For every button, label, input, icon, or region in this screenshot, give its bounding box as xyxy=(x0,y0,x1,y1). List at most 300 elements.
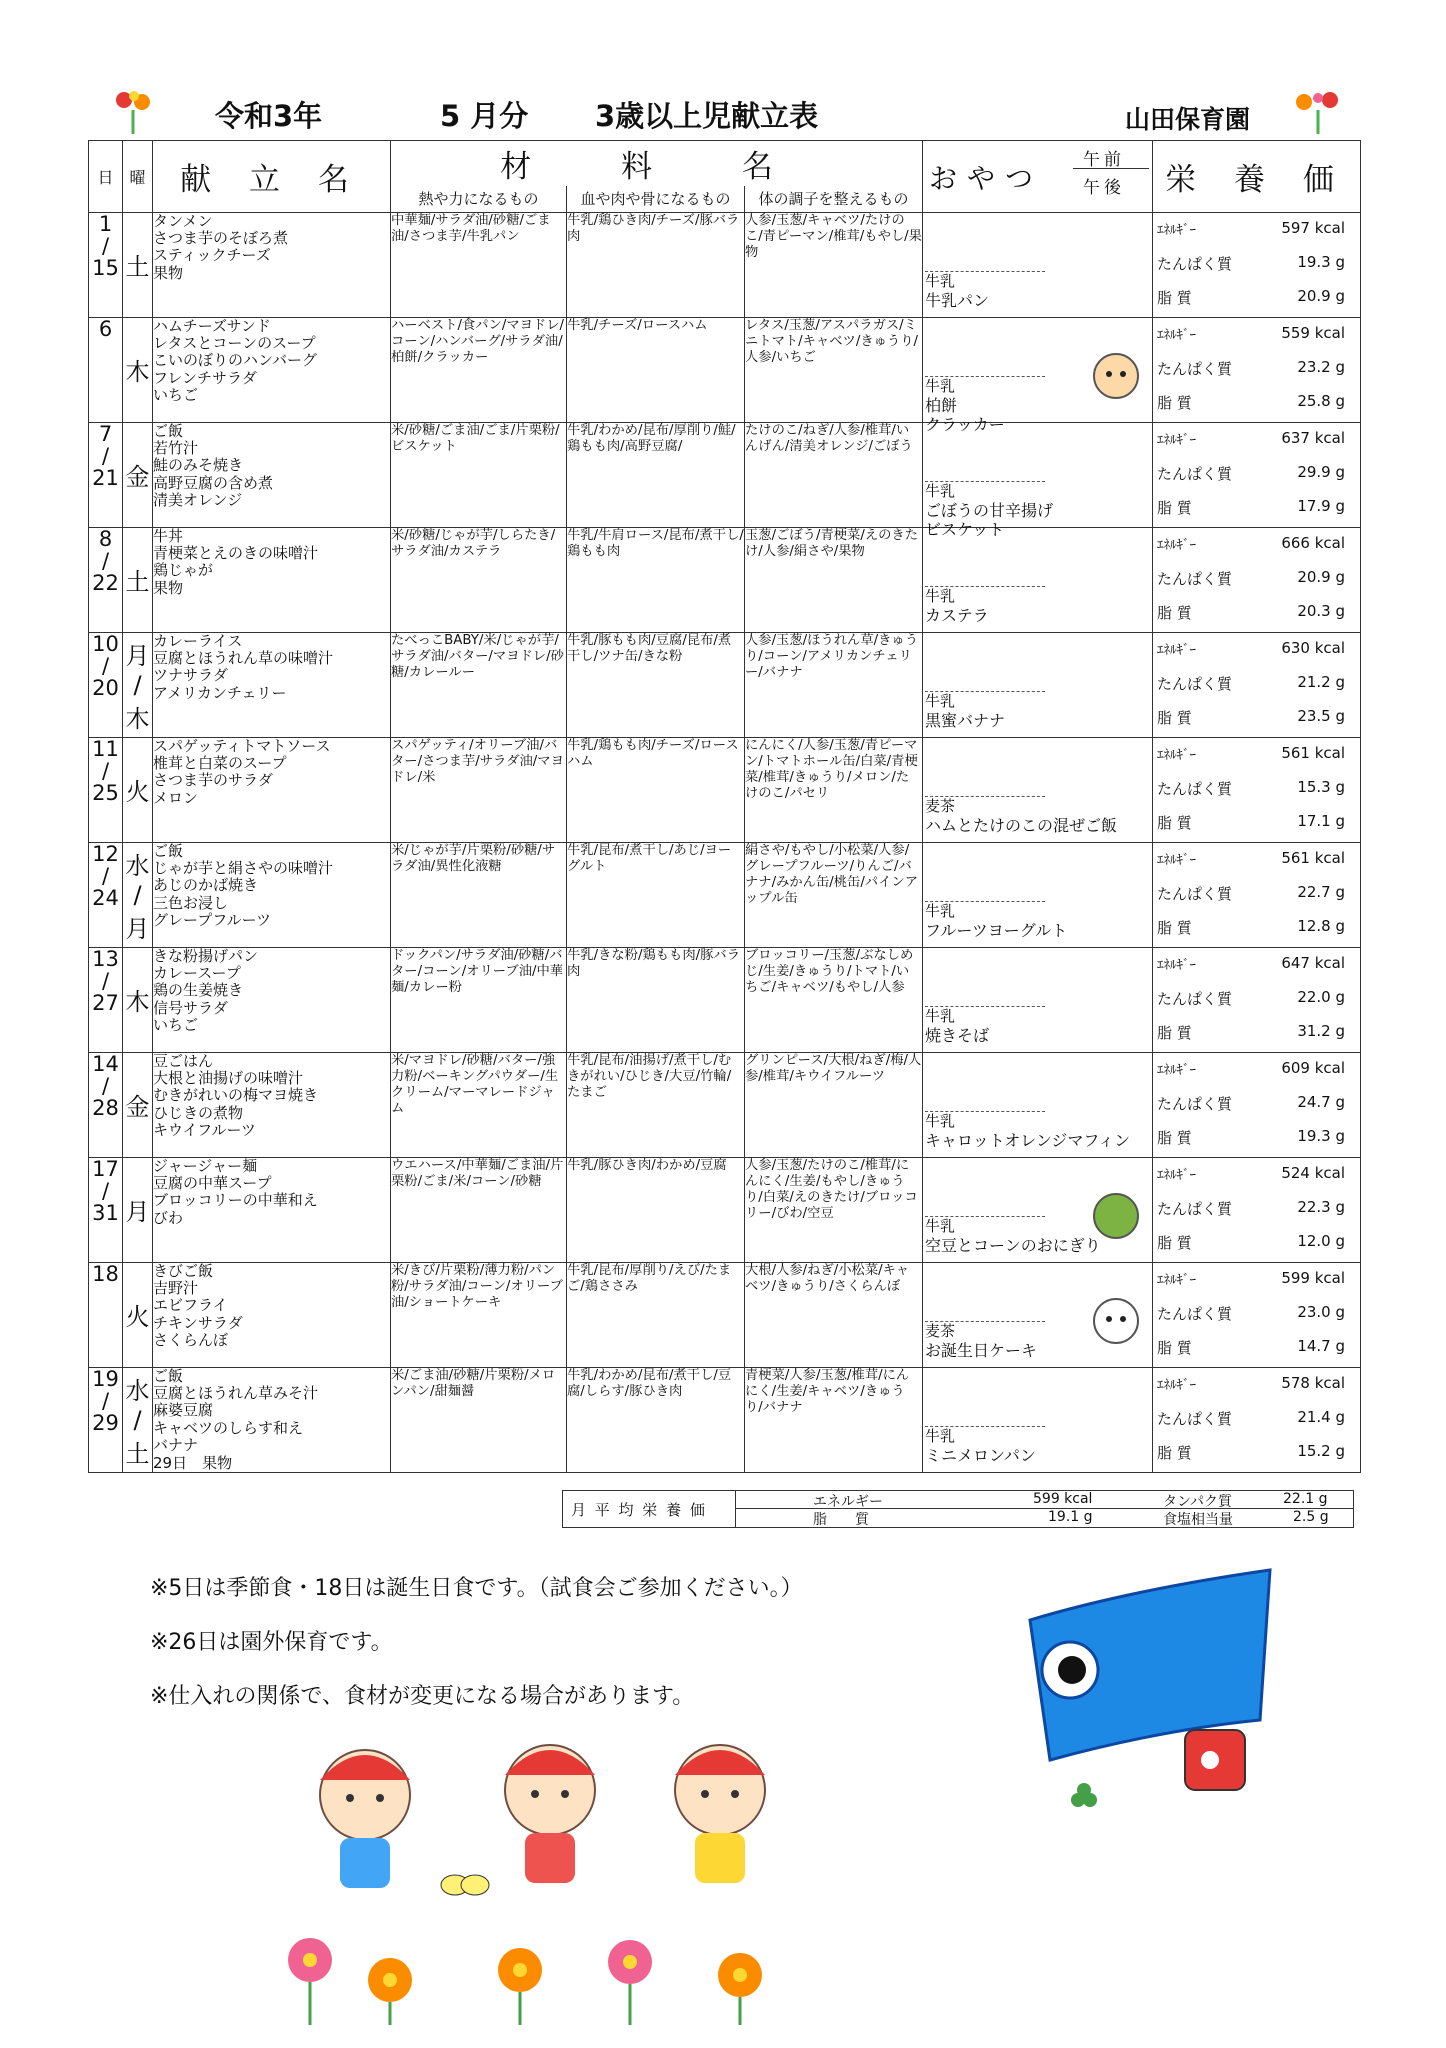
weekday: 木 xyxy=(123,317,153,422)
fat-label: 脂 質 xyxy=(1157,1443,1192,1462)
snack-item: カステラ xyxy=(925,605,989,625)
menu-row xyxy=(89,947,1361,1052)
weekday: 水 / 土 xyxy=(123,1367,153,1472)
snack-item: ごぼうの甘辛揚げ ビスケット xyxy=(925,500,1054,539)
nutrition-cell xyxy=(1153,632,1361,737)
ingredients-condition: 大根/人参/ねぎ/小松菜/キャベツ/きゅうり/さくらんぼ xyxy=(745,1262,923,1367)
snack-drink: 牛乳 xyxy=(925,376,956,395)
snack-item: キャロットオレンジマフィン xyxy=(925,1130,1131,1150)
ingredients-body: 牛乳/わかめ/昆布/厚削り/鮭/鶏もも肉/高野豆腐/ xyxy=(567,422,745,527)
energy-value: 524 kcal xyxy=(1281,1163,1346,1182)
ingredients-body: 牛乳/きな粉/鶏もも肉/豚バラ肉 xyxy=(567,947,745,1052)
energy-label: ｴﾈﾙｷﾞｰ xyxy=(1157,1062,1197,1078)
nutrition-cell xyxy=(1153,1157,1361,1262)
snack-item: ミニメロンパン xyxy=(925,1445,1036,1465)
snack-drink: 牛乳 xyxy=(925,1111,956,1130)
menu-table xyxy=(88,140,1361,1473)
protein-label: たんぱく質 xyxy=(1157,1094,1233,1113)
dish-name: バナナ xyxy=(153,1436,199,1455)
fat-value: 20.3 g xyxy=(1297,601,1346,620)
protein-value: 29.9 g xyxy=(1297,462,1346,481)
energy-label: ｴﾈﾙｷﾞｰ xyxy=(1157,642,1197,658)
day-number: 19 / 29 xyxy=(89,1367,123,1472)
ingredients-energy: 中華麺/サラダ油/砂糖/ごま油/さつま芋/牛乳パン xyxy=(391,212,567,317)
protein-value: 19.3 g xyxy=(1297,252,1346,271)
snack-drink: 牛乳 xyxy=(925,901,956,920)
fat-label: 脂 質 xyxy=(1157,708,1192,727)
ingredients-body: 牛乳/鶏もも肉/チーズ/ロースハム xyxy=(567,737,745,842)
snack-cell xyxy=(923,632,1153,737)
snack-drink: 牛乳 xyxy=(925,1006,956,1025)
dish-name: キャベツのしらす和え xyxy=(153,1418,304,1437)
col-ing-condition: 体の調子を整えるもの xyxy=(745,186,923,212)
energy-value: 666 kcal xyxy=(1281,533,1346,552)
protein-label: たんぱく質 xyxy=(1157,674,1233,693)
dish-name: ハムチーズサンド xyxy=(153,316,271,335)
month-label: 5 月分 xyxy=(440,99,529,133)
ingredients-energy: ウエハース/中華麺/ごま油/片栗粉/ごま/米/コーン/砂糖 xyxy=(391,1157,567,1262)
menu-row xyxy=(89,527,1361,632)
dish-name: レタスとコーンのスープ xyxy=(153,333,316,352)
nutrition-cell xyxy=(1153,317,1361,422)
snack-cell xyxy=(923,1052,1153,1157)
dish-name: ツナサラダ xyxy=(153,666,228,685)
protein-label: たんぱく質 xyxy=(1157,1409,1233,1428)
dish-list xyxy=(153,1157,391,1262)
koinobori-carp-illustration xyxy=(1010,1560,1300,1830)
snack-drink: 麦茶 xyxy=(925,796,956,815)
ingredients-energy: ドックパン/サラダ油/砂糖/バター/コーン/オリーブ油/中華麺/カレー粉 xyxy=(391,947,567,1052)
dish-name: 牛丼 xyxy=(153,526,184,545)
dish-name: グレープフルーツ xyxy=(153,911,272,930)
snack-header: おやつ xyxy=(929,162,1044,195)
dish-name: スティックチーズ xyxy=(153,246,271,265)
fat-value: 31.2 g xyxy=(1297,1021,1346,1040)
col-weekday: 曜 xyxy=(123,141,153,213)
fat-value: 12.8 g xyxy=(1297,916,1346,935)
panda-illustration xyxy=(1086,1293,1146,1353)
snack-cell xyxy=(923,737,1153,842)
ingredients-energy: スパゲッティ/オリーブ油/バター/さつま芋/サラダ油/マヨドレ/米 xyxy=(391,737,567,842)
dish-name: キウイフルーツ xyxy=(153,1121,256,1140)
child-figure xyxy=(320,1750,410,1888)
ingredients-energy: 米/砂糖/じゃが芋/しらたき/サラダ油/カステラ xyxy=(391,527,567,632)
fat-value: 25.8 g xyxy=(1297,391,1346,410)
ingredients-energy: たべっこBABY/米/じゃが芋/サラダ油/バター/マヨドレ/砂糖/カレールー xyxy=(391,632,567,737)
dish-name: いちご xyxy=(153,1016,199,1035)
energy-value: 578 kcal xyxy=(1281,1373,1346,1392)
monthly-average xyxy=(562,1490,1354,1528)
day-number: 1 / 15 xyxy=(89,212,123,317)
avg-fat-label: 脂 質 xyxy=(813,1512,869,1528)
col-ing-body: 血や肉や骨になるもの xyxy=(567,186,745,212)
weekday: 水 / 月 xyxy=(123,842,153,947)
fat-label: 脂 質 xyxy=(1157,1023,1192,1042)
energy-label: ｴﾈﾙｷﾞｰ xyxy=(1157,222,1197,238)
dish-list xyxy=(153,632,391,737)
dish-name: カレースープ xyxy=(153,963,241,982)
dish-name: きな粉揚げパン xyxy=(153,946,259,965)
snack-item: 焼きそば xyxy=(925,1025,990,1045)
menu-row xyxy=(89,212,1361,317)
protein-value: 24.7 g xyxy=(1297,1092,1346,1111)
protein-label: たんぱく質 xyxy=(1157,1304,1233,1323)
avg-protein-value: 22.1 g xyxy=(1283,1491,1328,1507)
protein-value: 21.2 g xyxy=(1297,672,1346,691)
dish-name: ご飯 xyxy=(153,841,184,860)
day-number: 17 / 31 xyxy=(89,1157,123,1262)
weekday: 金 xyxy=(123,1052,153,1157)
dish-name: 高野豆腐の含め煮 xyxy=(153,473,274,492)
ingredients-body: 牛乳/わかめ/昆布/煮干し/豆腐/しらす/豚ひき肉 xyxy=(567,1367,745,1472)
protein-label: たんぱく質 xyxy=(1157,884,1233,903)
nutrition-cell xyxy=(1153,1052,1361,1157)
flower-icon xyxy=(1290,88,1346,134)
snack-cell xyxy=(923,527,1153,632)
dish-list xyxy=(153,842,391,947)
dish-name: 三色お浸し xyxy=(153,893,229,912)
protein-value: 22.3 g xyxy=(1297,1197,1346,1216)
snack-item: 柏餅 クラッカー xyxy=(925,395,1005,434)
protein-value: 21.4 g xyxy=(1297,1407,1346,1426)
page-title: 3歳以上児献立表 xyxy=(595,99,819,133)
dish-name: スパゲッティトマトソース xyxy=(153,736,331,755)
energy-value: 599 kcal xyxy=(1281,1268,1346,1287)
nutrition-cell xyxy=(1153,1367,1361,1472)
protein-value: 23.2 g xyxy=(1297,357,1346,376)
protein-label: たんぱく質 xyxy=(1157,464,1233,483)
dish-name: ひじきの煮物 xyxy=(153,1103,244,1122)
energy-value: 561 kcal xyxy=(1281,848,1346,867)
dish-name: いちご xyxy=(153,386,199,405)
dish-name: カレーライス xyxy=(153,631,243,650)
flower-icon xyxy=(110,88,156,134)
avg-fat-value: 19.1 g xyxy=(1048,1509,1093,1525)
small-carp-icon xyxy=(1185,1730,1245,1790)
dish-name: こいのぼりのハンバーグ xyxy=(153,351,317,370)
clover-icon xyxy=(1071,1783,1097,1807)
beans-illustration xyxy=(1086,1188,1146,1248)
dish-name: 29日 果物 xyxy=(153,1453,233,1472)
day-number: 12 / 24 xyxy=(89,842,123,947)
note-item: ※26日は園外保育です。 xyxy=(150,1630,393,1655)
menu-row xyxy=(89,422,1361,527)
energy-label: ｴﾈﾙｷﾞｰ xyxy=(1157,537,1197,553)
dish-name: 果物 xyxy=(153,578,184,597)
weekday: 月 / 木 xyxy=(123,632,153,737)
snack-drink: 麦茶 xyxy=(925,1321,956,1340)
fat-label: 脂 質 xyxy=(1157,603,1192,622)
energy-label: ｴﾈﾙｷﾞｰ xyxy=(1157,1377,1197,1393)
snack-item: お誕生日ケーキ xyxy=(925,1340,1038,1360)
protein-label: たんぱく質 xyxy=(1157,569,1233,588)
fat-label: 脂 質 xyxy=(1157,813,1192,832)
weekday: 金 xyxy=(123,422,153,527)
energy-label: ｴﾈﾙｷﾞｰ xyxy=(1157,747,1197,763)
dish-name: 豆腐とほうれん草みそ汁 xyxy=(153,1383,319,1402)
nutrition-cell xyxy=(1153,842,1361,947)
day-number: 6 xyxy=(89,317,123,422)
nutrition-cell xyxy=(1153,1262,1361,1367)
dish-name: フレンチサラダ xyxy=(153,368,257,387)
dish-name: タンメン xyxy=(153,211,213,230)
energy-value: 609 kcal xyxy=(1281,1058,1346,1077)
ingredients-condition: にんにく/人参/玉葱/青ピーマン/トマトホール缶/白菜/青梗菜/椎茸/きゅうり/メロン/たけのこ/パセリ xyxy=(745,737,923,842)
menu-row xyxy=(89,1367,1361,1472)
snack-drink: 牛乳 xyxy=(925,1216,956,1235)
snack-item: ハムとたけのこの混ぜご飯 xyxy=(925,815,1118,835)
snack-cell xyxy=(923,947,1153,1052)
weekday: 火 xyxy=(123,1262,153,1367)
fat-label: 脂 質 xyxy=(1157,918,1192,937)
dish-name: 鶏じゃが xyxy=(153,561,214,580)
flower-row-illustration xyxy=(270,1920,830,2030)
col-day: 日 xyxy=(89,141,123,213)
ingredients-condition: ブロッコリー/玉葱/ぶなしめじ/生姜/きゅうり/トマト/いちご/キャベツ/もやし/人参 xyxy=(745,947,923,1052)
protein-label: たんぱく質 xyxy=(1157,254,1233,273)
dish-list xyxy=(153,422,391,527)
morning-header: 午前 xyxy=(1083,150,1126,170)
avg-label: 月 平 均 栄 養 価 xyxy=(571,1501,707,1519)
child-figure xyxy=(505,1745,595,1883)
ingredients-condition: 絹さや/もやし/小松菜/人参/グレープフルーツ/りんご/バナナ/みかん缶/桃缶/パインアップル缶 xyxy=(745,842,923,947)
protein-value: 20.9 g xyxy=(1297,567,1346,586)
protein-label: たんぱく質 xyxy=(1157,1199,1233,1218)
dish-list xyxy=(153,1367,391,1472)
dish-name: ご飯 xyxy=(153,421,184,440)
protein-label: たんぱく質 xyxy=(1157,779,1233,798)
snack-drink: 牛乳 xyxy=(925,691,956,710)
day-number: 7 / 21 xyxy=(89,422,123,527)
menu-row xyxy=(89,632,1361,737)
dish-name: 信号サラダ xyxy=(153,998,228,1017)
fat-label: 脂 質 xyxy=(1157,1338,1192,1357)
fat-label: 脂 質 xyxy=(1157,288,1192,307)
menu-row xyxy=(89,317,1361,422)
dish-name: 鮭のみそ焼き xyxy=(153,456,244,475)
col-ingredients: 材 料 名 xyxy=(391,141,923,187)
col-snack xyxy=(923,141,1153,213)
energy-value: 561 kcal xyxy=(1281,743,1346,762)
school-name: 山田保育園 xyxy=(1125,105,1251,134)
menu-row xyxy=(89,1052,1361,1157)
dish-name: 吉野汁 xyxy=(153,1278,199,1297)
protein-value: 23.0 g xyxy=(1297,1302,1346,1321)
protein-label: たんぱく質 xyxy=(1157,989,1233,1008)
fat-value: 12.0 g xyxy=(1297,1231,1346,1250)
ingredients-condition: レタス/玉葱/アスパラガス/ミニトマト/キャベツ/きゅうり/人参/いちご xyxy=(745,317,923,422)
dish-name: さつま芋のそぼろ煮 xyxy=(153,228,289,247)
energy-value: 559 kcal xyxy=(1281,323,1346,342)
snack-cell xyxy=(923,1262,1153,1367)
menu-row xyxy=(89,737,1361,842)
snack-cell xyxy=(923,317,1153,434)
notes xyxy=(150,1562,803,1724)
dish-name: 麻婆豆腐 xyxy=(153,1401,214,1420)
dish-name: あじのかば焼き xyxy=(153,876,259,895)
ingredients-energy: 米/じゃが芋/片栗粉/砂糖/サラダ油/異性化液糖 xyxy=(391,842,567,947)
dish-name: きびご飯 xyxy=(153,1261,214,1280)
energy-label: ｴﾈﾙｷﾞｰ xyxy=(1157,1167,1197,1183)
ingredients-body: 牛乳/昆布/油揚げ/煮干し/むきがれい/ひじき/大豆/竹輪/たまご xyxy=(567,1052,745,1157)
dish-name: むきがれいの梅マヨ焼き xyxy=(153,1086,319,1105)
ingredients-energy: 米/ごま油/砂糖/片栗粉/メロンパン/甜麺醤 xyxy=(391,1367,567,1472)
ingredients-body: 牛乳/豚もも肉/豆腐/昆布/煮干し/ツナ缶/きな粉 xyxy=(567,632,745,737)
fat-value: 14.7 g xyxy=(1297,1336,1346,1355)
ingredients-energy: 米/マヨドレ/砂糖/バター/強力粉/ベーキングパウダー/生クリーム/マーマレードジャム xyxy=(391,1052,567,1157)
snack-item: 空豆とコーンのおにぎり xyxy=(925,1235,1101,1255)
ingredients-body: 牛乳/牛肩ロース/昆布/煮干し/鶏もも肉 xyxy=(567,527,745,632)
snack-cell xyxy=(923,842,1153,947)
fat-value: 23.5 g xyxy=(1297,706,1346,725)
weekday: 月 xyxy=(123,1157,153,1262)
fat-value: 17.9 g xyxy=(1297,496,1346,515)
ingredients-condition: 人参/玉葱/たけのこ/椎茸/にんにく/生姜/もやし/きゅうり/白菜/えのきたけ/ブロッコリー/びわ/空豆 xyxy=(745,1157,923,1262)
dish-name: びわ xyxy=(153,1208,184,1227)
boy-eating-illustration xyxy=(1086,348,1146,408)
energy-label: ｴﾈﾙｷﾞｰ xyxy=(1157,327,1197,343)
dish-list xyxy=(153,1052,391,1157)
snack-cell xyxy=(923,1367,1153,1472)
col-nutrition: 栄 養 価 xyxy=(1153,141,1361,213)
fat-value: 20.9 g xyxy=(1297,286,1346,305)
day-number: 11 / 25 xyxy=(89,737,123,842)
page-header xyxy=(100,88,1370,140)
col-ing-energy: 熱や力になるもの xyxy=(391,186,567,212)
protein-label: たんぱく質 xyxy=(1157,359,1233,378)
snack-drink: 牛乳 xyxy=(925,586,956,605)
avg-energy-label: エネルギー xyxy=(813,1494,883,1510)
weekday: 土 xyxy=(123,212,153,317)
energy-label: ｴﾈﾙｷﾞｰ xyxy=(1157,852,1197,868)
ingredients-condition: 人参/玉葱/キャベツ/たけのこ/青ピーマン/椎茸/もやし/果物 xyxy=(745,212,923,317)
menu-row xyxy=(89,1157,1361,1262)
afternoon-header: 午後 xyxy=(1083,178,1126,198)
fat-label: 脂 質 xyxy=(1157,1128,1192,1147)
snack-drink: 牛乳 xyxy=(925,271,956,290)
dish-name: 椎茸と白菜のスープ xyxy=(153,753,287,772)
fat-label: 脂 質 xyxy=(1157,393,1192,412)
protein-value: 15.3 g xyxy=(1297,777,1346,796)
day-number: 10 / 20 xyxy=(89,632,123,737)
nutrition-cell xyxy=(1153,422,1361,527)
dish-name: 大根と油揚げの味噌汁 xyxy=(153,1068,304,1087)
day-number: 14 / 28 xyxy=(89,1052,123,1157)
dish-list xyxy=(153,947,391,1052)
ingredients-condition: たけのこ/ねぎ/人参/椎茸/いんげん/清美オレンジ/ごぼう xyxy=(745,422,923,527)
snack-cell xyxy=(923,422,1153,539)
fat-label: 脂 質 xyxy=(1157,498,1192,517)
snack-drink: 牛乳 xyxy=(925,1426,956,1445)
dish-name: 清美オレンジ xyxy=(153,491,243,510)
ingredients-condition: グリンピース/大根/ねぎ/梅/人参/椎茸/キウイフルーツ xyxy=(745,1052,923,1157)
ingredients-body: 牛乳/鶏ひき肉/チーズ/豚バラ肉 xyxy=(567,212,745,317)
nutrition-cell xyxy=(1153,527,1361,632)
dish-name: アメリカンチェリー xyxy=(153,683,287,702)
dish-name: チキンサラダ xyxy=(153,1313,243,1332)
snack-item: 黒蜜バナナ xyxy=(925,710,1006,730)
snack-item: 牛乳パン xyxy=(925,290,990,310)
weekday: 火 xyxy=(123,737,153,842)
ingredients-energy: ハーベスト/食パン/マヨドレ/コーン/ハンバーグ/サラダ油/柏餅/クラッカー xyxy=(391,317,567,422)
avg-energy-value: 599 kcal xyxy=(1033,1491,1093,1507)
dish-name: メロン xyxy=(153,788,199,807)
menu-row xyxy=(89,842,1361,947)
era-label: 令和3年 xyxy=(215,99,323,133)
protein-value: 22.7 g xyxy=(1297,882,1346,901)
nutrition-cell xyxy=(1153,737,1361,842)
weekday: 木 xyxy=(123,947,153,1052)
fat-label: 脂 質 xyxy=(1157,1233,1192,1252)
dish-name: エビフライ xyxy=(153,1296,228,1315)
dish-name: 若竹汁 xyxy=(153,438,199,457)
energy-value: 630 kcal xyxy=(1281,638,1346,657)
fat-value: 19.3 g xyxy=(1297,1126,1346,1145)
note-item: ※仕入れの関係で、食材が変更になる場合があります。 xyxy=(150,1684,695,1709)
dish-list xyxy=(153,212,391,317)
day-number: 13 / 27 xyxy=(89,947,123,1052)
dish-name: ご飯 xyxy=(153,1366,184,1385)
menu-row xyxy=(89,1262,1361,1367)
dish-name: 豆ごはん xyxy=(153,1051,214,1070)
avg-protein-label: タンパク質 xyxy=(1163,1494,1233,1510)
energy-value: 647 kcal xyxy=(1281,953,1346,972)
ingredients-body: 牛乳/豚ひき肉/わかめ/豆腐 xyxy=(567,1157,745,1262)
ingredients-body: 牛乳/昆布/厚削り/えび/たまご/鶏ささみ xyxy=(567,1262,745,1367)
ingredients-condition: 玉葱/ごぼう/青梗菜/えのきたけ/人参/絹さや/果物 xyxy=(745,527,923,632)
snack-cell xyxy=(923,1157,1153,1262)
avg-salt-label: 食塩相当量 xyxy=(1163,1512,1233,1528)
snack-item: フルーツヨーグルト xyxy=(925,920,1068,940)
ingredients-energy: 米/きび/片栗粉/薄力粉/パン粉/サラダ油/コーン/オリーブ油/ショートケーキ xyxy=(391,1262,567,1367)
ingredients-energy: 米/砂糖/ごま油/ごま/片栗粉/ビスケット xyxy=(391,422,567,527)
avg-salt-value: 2.5 g xyxy=(1293,1509,1329,1525)
energy-value: 637 kcal xyxy=(1281,428,1346,447)
ingredients-body: 牛乳/昆布/煮干し/あじ/ヨーグルト xyxy=(567,842,745,947)
dish-name: 豆腐の中華スープ xyxy=(153,1173,272,1192)
ingredients-condition: 青梗菜/人参/玉葱/椎茸/にんにく/生姜/キャベツ/きゅうり/バナナ xyxy=(745,1367,923,1472)
energy-label: ｴﾈﾙｷﾞｰ xyxy=(1157,957,1197,973)
dish-name: 青梗菜とえのきの味噌汁 xyxy=(153,543,319,562)
dish-name: さくらんぼ xyxy=(153,1331,229,1350)
dish-name: ブロッコリーの中華和え xyxy=(153,1191,318,1210)
dish-name: 豆腐とほうれん草の味噌汁 xyxy=(153,648,334,667)
day-number: 18 xyxy=(89,1262,123,1367)
snack-cell xyxy=(923,212,1153,317)
dish-list xyxy=(153,1262,391,1367)
dish-list xyxy=(153,737,391,842)
dish-name: じゃが芋と絹さやの味噌汁 xyxy=(153,858,334,877)
weekday: 土 xyxy=(123,527,153,632)
dish-name: 果物 xyxy=(153,263,184,282)
dish-name: 鶏の生姜焼き xyxy=(153,981,244,1000)
dish-list xyxy=(153,317,391,422)
snack-drink: 牛乳 xyxy=(925,481,956,500)
energy-value: 597 kcal xyxy=(1281,218,1346,237)
nutrition-cell xyxy=(1153,947,1361,1052)
nutrition-cell xyxy=(1153,212,1361,317)
butterfly-icon xyxy=(441,1875,489,1895)
note-item: ※5日は季節食・18日は誕生日食です。（試食会ご参加ください。） xyxy=(150,1576,803,1601)
child-figure xyxy=(675,1745,765,1883)
protein-value: 22.0 g xyxy=(1297,987,1346,1006)
day-number: 8 / 22 xyxy=(89,527,123,632)
fat-value: 17.1 g xyxy=(1297,811,1346,830)
dish-list xyxy=(153,527,391,632)
ingredients-body: 牛乳/チーズ/ロースハム xyxy=(567,317,745,422)
energy-label: ｴﾈﾙｷﾞｰ xyxy=(1157,432,1197,448)
dish-name: さつま芋のサラダ xyxy=(153,771,273,790)
